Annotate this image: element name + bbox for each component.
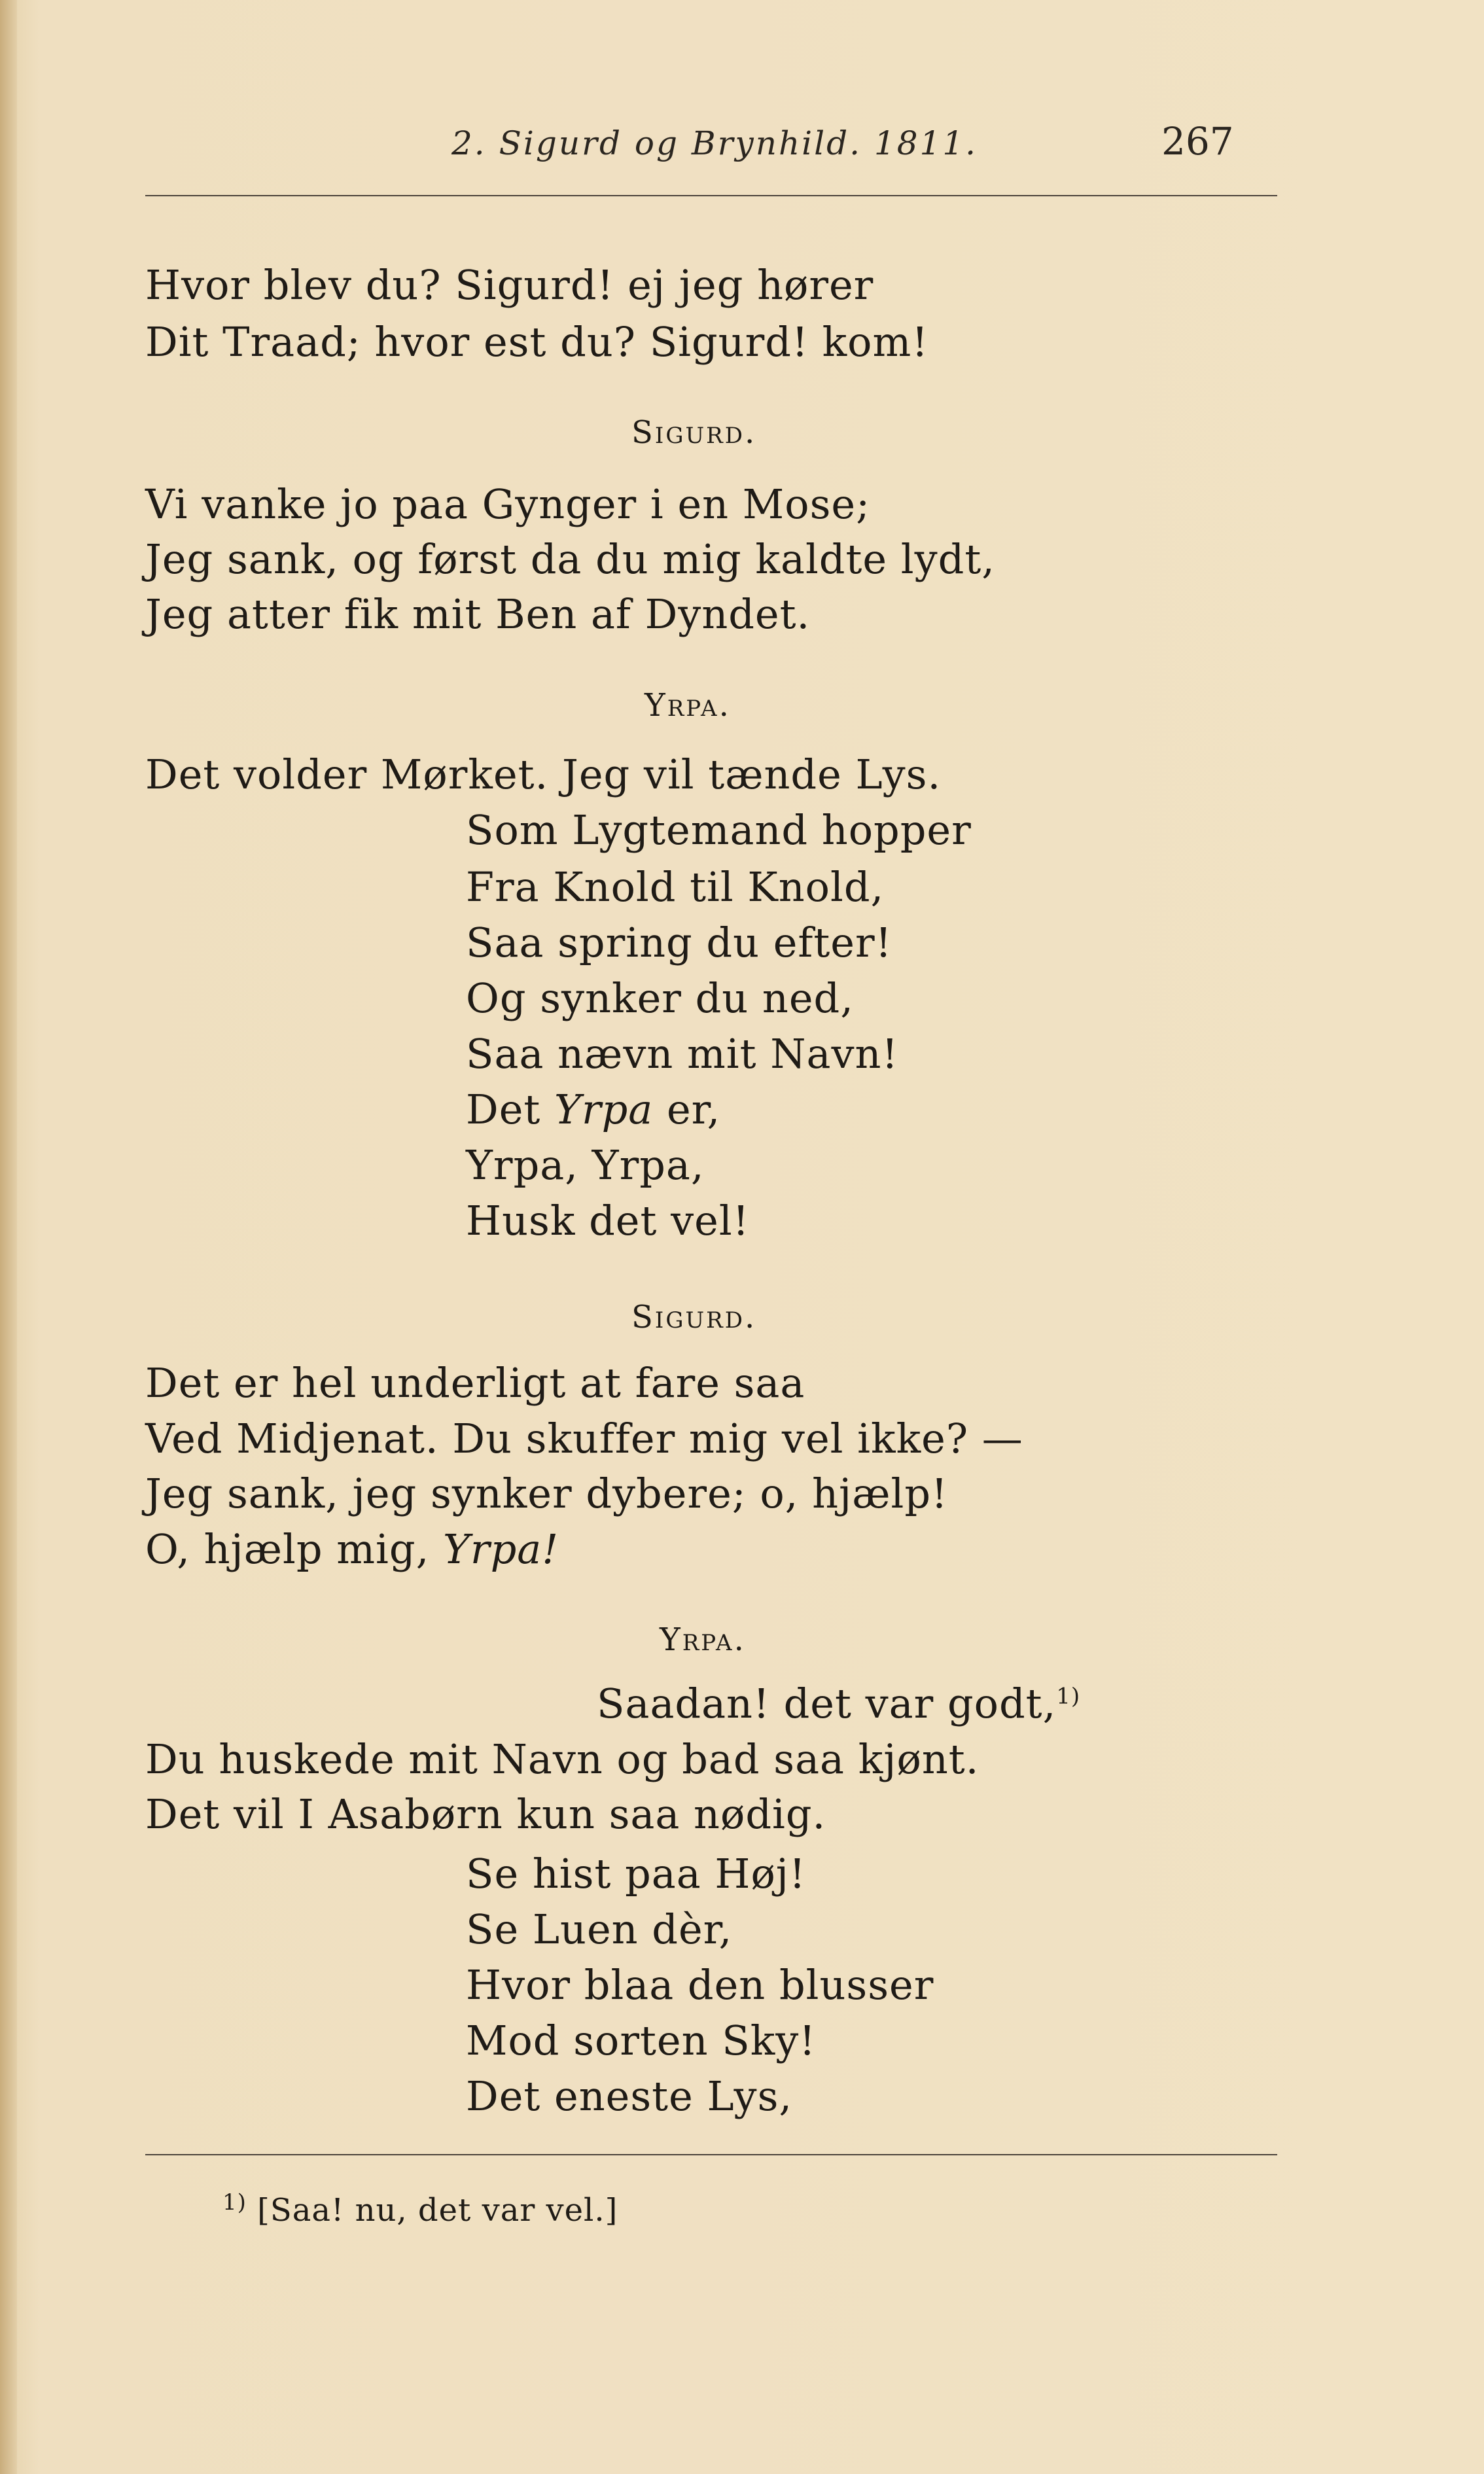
speaker-name: Yrpa. <box>660 1621 746 1658</box>
verse-line: Det er hel underligt at fare saa <box>145 1359 805 1407</box>
footnote-rule <box>145 2154 1277 2155</box>
verse-line: O, hjælp mig, Yrpa! <box>145 1525 559 1573</box>
verse-line: Mod sorten Sky! <box>466 2017 817 2064</box>
verse-line: Yrpa, Yrpa, <box>466 1141 705 1189</box>
footnote-marker: 1) <box>222 2189 247 2216</box>
verse-line: Husk det vel! <box>466 1197 750 1245</box>
verse-line: Det vil I Asabørn kun saa nødig. <box>145 1790 826 1838</box>
page-number: 267 <box>1161 119 1234 164</box>
verse-line: Det volder Mørket. Jeg vil tænde Lys. <box>145 751 942 798</box>
verse-line: Se Luen dèr, <box>466 1905 733 1953</box>
verse-line: Jeg sank, jeg synker dybere; o, hjælp! <box>145 1470 948 1517</box>
speaker-name: Yrpa. <box>645 687 731 724</box>
verse-line: Hvor blaa den blusser <box>466 1961 934 2009</box>
header-rule <box>145 195 1277 196</box>
emphasis: Yrpa <box>554 1086 654 1133</box>
footnote-reference: 1) <box>1056 1683 1081 1710</box>
verse-line: Saadan! det var godt,$^{1)}$ <box>597 1680 1081 1727</box>
verse-line: Dit Traad; hvor est du? Sigurd! kom! <box>145 318 929 366</box>
footnote <box>222 2189 618 2229</box>
verse-line: Jeg sank, og først da du mig kaldte lydt, <box>145 535 995 583</box>
verse-line: Vi vanke jo paa Gynger i en Mose; <box>145 480 870 528</box>
verse-line: Se hist paa Høj! <box>466 1850 806 1898</box>
verse-line: Saa nævn mit Navn! <box>466 1030 899 1078</box>
verse-line: Saa spring du efter! <box>466 919 892 966</box>
running-title: 2. Sigurd og Brynhild. 1811. <box>451 124 978 162</box>
verse-line: Du huskede mit Navn og bad saa kjønt. <box>145 1735 980 1783</box>
verse-line: Jeg atter fik mit Ben af Dyndet. <box>145 590 811 638</box>
speaker-name: Sigurd. <box>631 1299 757 1335</box>
verse-line: Det Yrpa er, <box>466 1086 721 1133</box>
speaker-name: Sigurd. <box>631 414 757 451</box>
footnote-text: [Saa! nu, det var vel.] <box>257 2192 618 2229</box>
verse-line: Fra Knold til Knold, <box>466 863 885 911</box>
verse-line: Og synker du ned, <box>466 974 854 1022</box>
verse-line: Hvor blev du? Sigurd! ej jeg hører <box>145 261 874 309</box>
page-binding-edge <box>0 0 17 2474</box>
emphasis: Yrpa! <box>443 1525 559 1573</box>
verse-line: Ved Midjenat. Du skuffer mig vel ikke? — <box>145 1415 1023 1462</box>
verse-line: Som Lygtemand hopper <box>466 806 972 854</box>
verse-line: Det eneste Lys, <box>466 2072 793 2120</box>
